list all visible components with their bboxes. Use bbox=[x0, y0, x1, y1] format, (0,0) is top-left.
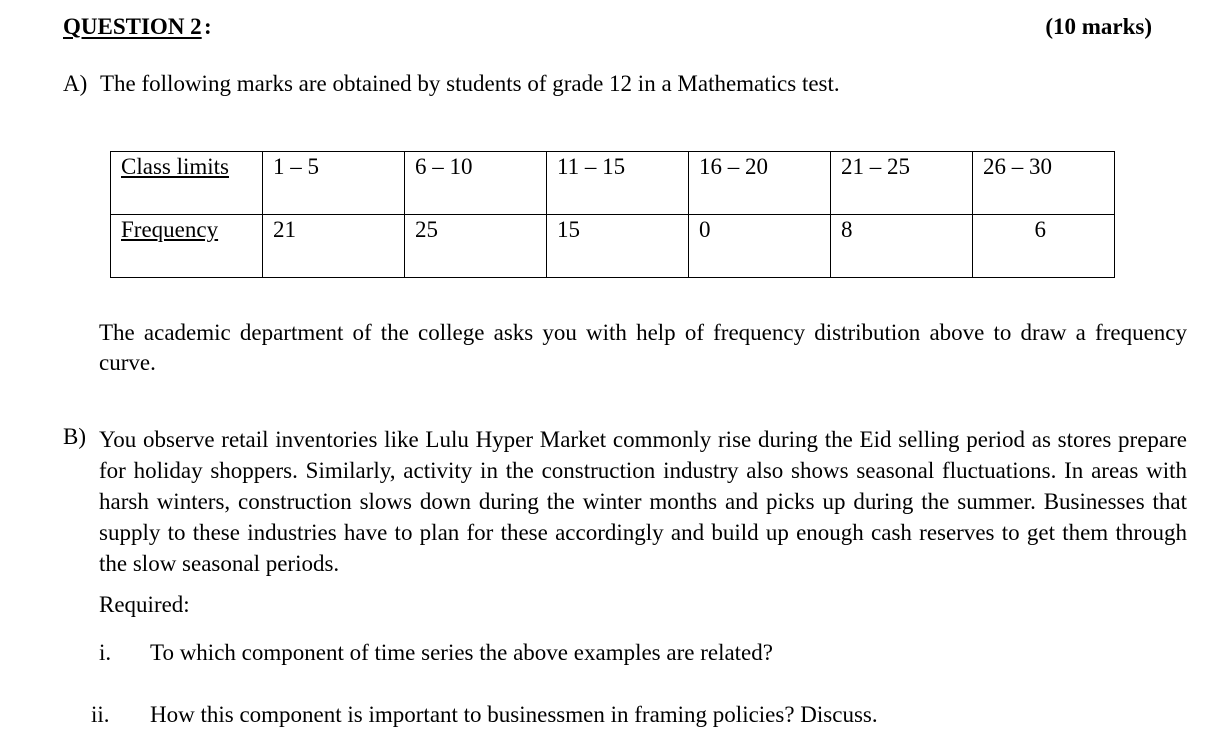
part-a-label: A) bbox=[63, 71, 88, 96]
part-a-intro bbox=[63, 71, 840, 97]
item-number: ii. bbox=[91, 702, 110, 727]
class-limit-cell: 21 – 25 bbox=[831, 152, 973, 215]
part-a-intro-text: The following marks are obtained by students of grade 12 in a Mathematics test. bbox=[100, 71, 840, 96]
frequency-table bbox=[110, 151, 1115, 278]
frequency-row bbox=[111, 215, 1115, 278]
frequency-cell: 21 bbox=[263, 215, 405, 278]
question-title: QUESTION 2 bbox=[63, 14, 202, 39]
class-limit-cell: 1 – 5 bbox=[263, 152, 405, 215]
frequency-cell: 25 bbox=[405, 215, 547, 278]
class-limits-row bbox=[111, 152, 1115, 215]
class-limit-cell: 6 – 10 bbox=[405, 152, 547, 215]
frequency-cell: 0 bbox=[689, 215, 831, 278]
frequency-cell: 15 bbox=[547, 215, 689, 278]
part-b-paragraph: You observe retail inventories like Lulu Hyper Market commonly rise during the Eid selling period as stores prepare for holiday shoppers. Similarly, activity in the construction industry also shows seasonal fluctuations. In areas with harsh winters, construction slows down during the winter months and picks up during the summer. Businesses that supply to these industries have to plan for these accordingly and build up enough cash reserves to get them through the slow seasonal periods. bbox=[99, 427, 1187, 576]
part-a-task: The academic department of the college asks you with help of frequency distribution above to draw a frequency curve. bbox=[99, 320, 1187, 375]
part-b-label: B) bbox=[63, 424, 86, 449]
class-limit-cell: 11 – 15 bbox=[547, 152, 689, 215]
item-number: i. bbox=[99, 640, 112, 665]
item-text: To which component of time series the above examples are related? bbox=[150, 640, 773, 665]
class-limit-cell: 26 – 30 bbox=[973, 152, 1115, 215]
class-limit-cell: 16 – 20 bbox=[689, 152, 831, 215]
question-title-colon: : bbox=[204, 14, 212, 39]
frequency-header: Frequency bbox=[111, 215, 263, 278]
frequency-cell: 6 bbox=[973, 215, 1115, 278]
class-limits-header: Class limits bbox=[111, 152, 263, 215]
frequency-cell: 8 bbox=[831, 215, 973, 278]
item-text: How this component is important to businessmen in framing policies? Discuss. bbox=[150, 702, 878, 727]
marks-label: (10 marks) bbox=[1045, 14, 1152, 39]
required-label: Required: bbox=[99, 592, 190, 617]
